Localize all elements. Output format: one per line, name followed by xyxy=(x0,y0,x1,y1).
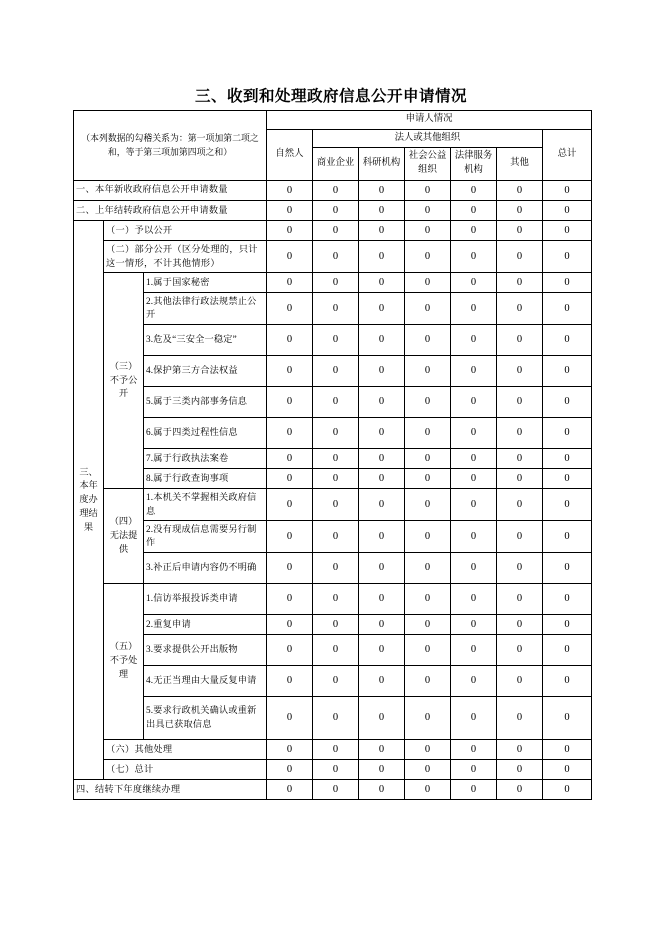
cell-value: 0 xyxy=(359,200,405,220)
row-label-repeated-without-reason: 4.无正当理由大量反复申请 xyxy=(144,665,267,696)
cell-value: 0 xyxy=(497,220,543,240)
table-row xyxy=(74,180,592,200)
cell-value: 0 xyxy=(359,583,405,614)
cell-value: 0 xyxy=(497,468,543,488)
cell-value: 0 xyxy=(267,355,313,386)
cell-value: 0 xyxy=(451,634,497,665)
cell-value: 0 xyxy=(451,448,497,468)
table-row xyxy=(74,324,592,355)
cell-value: 0 xyxy=(543,489,592,521)
cell-value: 0 xyxy=(359,780,405,800)
cell-value: 0 xyxy=(313,324,359,355)
cell-value: 0 xyxy=(543,634,592,665)
cell-value: 0 xyxy=(359,634,405,665)
table-row xyxy=(74,634,592,665)
cell-value: 0 xyxy=(359,180,405,200)
cell-value: 0 xyxy=(497,489,543,521)
group-label-current-year-results: 三、本年度办理结果 xyxy=(74,220,104,779)
cell-value: 0 xyxy=(497,200,543,220)
cell-value: 0 xyxy=(497,552,543,583)
cell-value: 0 xyxy=(267,552,313,583)
cell-value: 0 xyxy=(405,200,451,220)
cell-value: 0 xyxy=(543,696,592,739)
cell-value: 0 xyxy=(359,552,405,583)
cell-value: 0 xyxy=(451,760,497,780)
cell-value: 0 xyxy=(359,696,405,739)
cell-value: 0 xyxy=(497,272,543,292)
group-label-not-processed: （五）不予处理 xyxy=(104,583,144,739)
cell-value: 0 xyxy=(267,634,313,665)
cell-value: 0 xyxy=(313,220,359,240)
cell-value: 0 xyxy=(497,665,543,696)
table-row xyxy=(74,614,592,634)
cell-value: 0 xyxy=(405,665,451,696)
table-row xyxy=(74,583,592,614)
cell-value: 0 xyxy=(543,614,592,634)
row-label-duplicate-request: 2.重复申请 xyxy=(144,614,267,634)
cell-value: 0 xyxy=(405,448,451,468)
cell-value: 0 xyxy=(543,739,592,759)
cell-value: 0 xyxy=(267,417,313,448)
cell-value: 0 xyxy=(313,520,359,552)
cell-value: 0 xyxy=(497,417,543,448)
cell-value: 0 xyxy=(313,200,359,220)
cell-value: 0 xyxy=(497,696,543,739)
row-label-carry-forward-next-year: 四、结转下年度继续办理 xyxy=(74,780,267,800)
cell-value: 0 xyxy=(267,324,313,355)
cell-value: 0 xyxy=(405,468,451,488)
cell-value: 0 xyxy=(497,293,543,325)
cell-value: 0 xyxy=(359,520,405,552)
cell-value: 0 xyxy=(267,293,313,325)
table-row xyxy=(74,780,592,800)
cell-value: 0 xyxy=(497,520,543,552)
cell-value: 0 xyxy=(497,614,543,634)
group-label-unable-to-provide: （四）无法提供 xyxy=(104,489,144,583)
cell-value: 0 xyxy=(497,355,543,386)
cell-value: 0 xyxy=(543,220,592,240)
table-row xyxy=(74,665,592,696)
table-row xyxy=(74,520,592,552)
cell-value: 0 xyxy=(359,739,405,759)
row-label-law-enforcement-files: 7.属于行政执法案卷 xyxy=(144,448,267,468)
cell-value: 0 xyxy=(451,241,497,273)
cell-value: 0 xyxy=(497,760,543,780)
cell-value: 0 xyxy=(451,355,497,386)
row-label-third-party-rights: 4.保护第三方合法权益 xyxy=(144,355,267,386)
cell-value: 0 xyxy=(405,180,451,200)
statistics-table-container xyxy=(73,110,589,800)
cell-value: 0 xyxy=(405,780,451,800)
cell-value: 0 xyxy=(405,739,451,759)
cell-value: 0 xyxy=(359,448,405,468)
row-label-reconfirm-issued-information: 5.要求行政机关确认或重新出具已获取信息 xyxy=(144,696,267,739)
cell-value: 0 xyxy=(359,386,405,417)
cell-value: 0 xyxy=(313,241,359,273)
cell-value: 0 xyxy=(497,739,543,759)
cell-value: 0 xyxy=(267,520,313,552)
group-label-not-disclosed: （三）不予公开 xyxy=(104,272,144,488)
cell-value: 0 xyxy=(267,665,313,696)
cell-value: 0 xyxy=(497,634,543,665)
header-group-legal-person: 法人或其他组织 xyxy=(313,129,543,148)
row-label-subtotal: （七）总计 xyxy=(104,760,267,780)
cell-value: 0 xyxy=(451,386,497,417)
cell-value: 0 xyxy=(451,180,497,200)
table-row xyxy=(74,489,592,521)
header-group-applicant: 申请人情况 xyxy=(267,111,592,130)
cell-value: 0 xyxy=(267,614,313,634)
cell-value: 0 xyxy=(405,552,451,583)
row-label-internal-affairs: 5.属于三类内部事务信息 xyxy=(144,386,267,417)
cell-value: 0 xyxy=(267,780,313,800)
cell-value: 0 xyxy=(543,760,592,780)
cell-value: 0 xyxy=(359,324,405,355)
cell-value: 0 xyxy=(359,468,405,488)
cell-value: 0 xyxy=(543,324,592,355)
cell-value: 0 xyxy=(543,272,592,292)
cell-value: 0 xyxy=(543,417,592,448)
cell-value: 0 xyxy=(313,386,359,417)
cell-value: 0 xyxy=(267,468,313,488)
cell-value: 0 xyxy=(313,293,359,325)
cell-value: 0 xyxy=(313,696,359,739)
table-row xyxy=(74,739,592,759)
cell-value: 0 xyxy=(543,386,592,417)
cell-value: 0 xyxy=(359,355,405,386)
cell-value: 0 xyxy=(497,324,543,355)
cell-value: 0 xyxy=(543,468,592,488)
header-col-total: 总计 xyxy=(543,129,592,180)
cell-value: 0 xyxy=(313,355,359,386)
cell-value: 0 xyxy=(267,180,313,200)
cell-value: 0 xyxy=(313,634,359,665)
cell-value: 0 xyxy=(451,489,497,521)
cell-value: 0 xyxy=(451,520,497,552)
cell-value: 0 xyxy=(543,293,592,325)
cell-value: 0 xyxy=(313,180,359,200)
cell-value: 0 xyxy=(359,293,405,325)
cell-value: 0 xyxy=(451,739,497,759)
table-row xyxy=(74,468,592,488)
table-row xyxy=(74,272,592,292)
row-label-other-law-prohibits: 2.其他法律行政法规禁止公开 xyxy=(144,293,267,325)
cell-value: 0 xyxy=(451,200,497,220)
cell-value: 0 xyxy=(405,241,451,273)
cell-value: 0 xyxy=(451,220,497,240)
cell-value: 0 xyxy=(405,220,451,240)
table-row xyxy=(74,293,592,325)
cell-value: 0 xyxy=(313,272,359,292)
cell-value: 0 xyxy=(497,386,543,417)
cell-value: 0 xyxy=(267,386,313,417)
cell-value: 0 xyxy=(451,272,497,292)
cell-value: 0 xyxy=(359,665,405,696)
cell-value: 0 xyxy=(405,489,451,521)
row-label-partially-disclosed: （二）部分公开（区分处理的，只计这一情形，不计其他情形） xyxy=(104,241,267,273)
cell-value: 0 xyxy=(543,355,592,386)
cell-value: 0 xyxy=(405,386,451,417)
cell-value: 0 xyxy=(405,634,451,665)
cell-value: 0 xyxy=(267,583,313,614)
row-label-three-securities-one-stability: 3.危及“三安全一稳定” xyxy=(144,324,267,355)
row-label-not-in-possession: 1.本机关不掌握相关政府信息 xyxy=(144,489,267,521)
cell-value: 0 xyxy=(267,696,313,739)
row-label-petition-complaint: 1.信访举报投诉类申请 xyxy=(144,583,267,614)
cell-value: 0 xyxy=(313,739,359,759)
page-title: 三、收到和处理政府信息公开申请情况 xyxy=(194,88,467,105)
cell-value: 0 xyxy=(313,760,359,780)
cell-value: 0 xyxy=(359,241,405,273)
header-col-natural-person: 自然人 xyxy=(267,129,313,180)
table-row xyxy=(74,552,592,583)
cell-value: 0 xyxy=(313,614,359,634)
row-label-no-existing-information: 2.没有现成信息需要另行制作 xyxy=(144,520,267,552)
table-row xyxy=(74,220,592,240)
row-label-published-materials: 3.要求提供公开出版物 xyxy=(144,634,267,665)
cell-value: 0 xyxy=(267,241,313,273)
cell-value: 0 xyxy=(543,665,592,696)
cell-value: 0 xyxy=(313,489,359,521)
header-col-commercial: 商业企业 xyxy=(313,148,359,180)
table-row xyxy=(74,386,592,417)
row-label-other-handling: （六）其他处理 xyxy=(104,739,267,759)
cell-value: 0 xyxy=(267,200,313,220)
information-disclosure-requests-table xyxy=(73,110,592,800)
cell-value: 0 xyxy=(267,220,313,240)
cell-value: 0 xyxy=(359,489,405,521)
table-row xyxy=(74,760,592,780)
cell-value: 0 xyxy=(313,448,359,468)
cell-value: 0 xyxy=(451,696,497,739)
cell-value: 0 xyxy=(359,272,405,292)
cell-value: 0 xyxy=(267,448,313,468)
row-label-process-information: 6.属于四类过程性信息 xyxy=(144,417,267,448)
cell-value: 0 xyxy=(451,417,497,448)
cell-value: 0 xyxy=(313,665,359,696)
cell-value: 0 xyxy=(359,614,405,634)
row-label-new-requests: 一、本年新收政府信息公开申请数量 xyxy=(74,180,267,200)
cell-value: 0 xyxy=(267,760,313,780)
cell-value: 0 xyxy=(451,583,497,614)
cell-value: 0 xyxy=(497,241,543,273)
cell-value: 0 xyxy=(405,614,451,634)
cell-value: 0 xyxy=(405,696,451,739)
table-header-row-1 xyxy=(74,111,592,130)
cell-value: 0 xyxy=(543,520,592,552)
table-row xyxy=(74,696,592,739)
cell-value: 0 xyxy=(405,355,451,386)
cell-value: 0 xyxy=(405,520,451,552)
table-row xyxy=(74,355,592,386)
header-col-other: 其他 xyxy=(497,148,543,180)
row-label-carried-over-requests: 二、上年结转政府信息公开申请数量 xyxy=(74,200,267,220)
cell-value: 0 xyxy=(451,780,497,800)
cell-value: 0 xyxy=(405,417,451,448)
cell-value: 0 xyxy=(451,552,497,583)
table-row xyxy=(74,241,592,273)
cell-value: 0 xyxy=(405,583,451,614)
cell-value: 0 xyxy=(405,272,451,292)
cell-value: 0 xyxy=(543,180,592,200)
cell-value: 0 xyxy=(497,583,543,614)
cell-value: 0 xyxy=(543,448,592,468)
header-note-cell: （本列数据的勾稽关系为：第一项加第二项之和，等于第三项加第四项之和） xyxy=(74,111,267,181)
cell-value: 0 xyxy=(451,468,497,488)
cell-value: 0 xyxy=(267,489,313,521)
header-col-research: 科研机构 xyxy=(359,148,405,180)
cell-value: 0 xyxy=(543,583,592,614)
cell-value: 0 xyxy=(313,417,359,448)
cell-value: 0 xyxy=(313,468,359,488)
cell-value: 0 xyxy=(405,293,451,325)
cell-value: 0 xyxy=(267,739,313,759)
cell-value: 0 xyxy=(543,780,592,800)
header-col-public-welfare: 社会公益组织 xyxy=(405,148,451,180)
row-label-state-secret: 1.属于国家秘密 xyxy=(144,272,267,292)
cell-value: 0 xyxy=(497,448,543,468)
cell-value: 0 xyxy=(359,417,405,448)
cell-value: 0 xyxy=(543,200,592,220)
cell-value: 0 xyxy=(313,583,359,614)
cell-value: 0 xyxy=(267,272,313,292)
cell-value: 0 xyxy=(451,293,497,325)
row-label-administrative-query: 8.属于行政查询事项 xyxy=(144,468,267,488)
row-label-disclosed: （一）予以公开 xyxy=(104,220,267,240)
header-col-legal-service: 法律服务机构 xyxy=(451,148,497,180)
cell-value: 0 xyxy=(359,220,405,240)
cell-value: 0 xyxy=(543,241,592,273)
cell-value: 0 xyxy=(497,180,543,200)
cell-value: 0 xyxy=(405,760,451,780)
table-row xyxy=(74,200,592,220)
cell-value: 0 xyxy=(497,780,543,800)
cell-value: 0 xyxy=(451,665,497,696)
cell-value: 0 xyxy=(359,760,405,780)
row-label-unclear-after-correction: 3.补正后申请内容仍不明确 xyxy=(144,552,267,583)
cell-value: 0 xyxy=(451,324,497,355)
table-row xyxy=(74,448,592,468)
cell-value: 0 xyxy=(451,614,497,634)
cell-value: 0 xyxy=(405,324,451,355)
table-row xyxy=(74,417,592,448)
cell-value: 0 xyxy=(313,552,359,583)
cell-value: 0 xyxy=(313,780,359,800)
cell-value: 0 xyxy=(543,552,592,583)
